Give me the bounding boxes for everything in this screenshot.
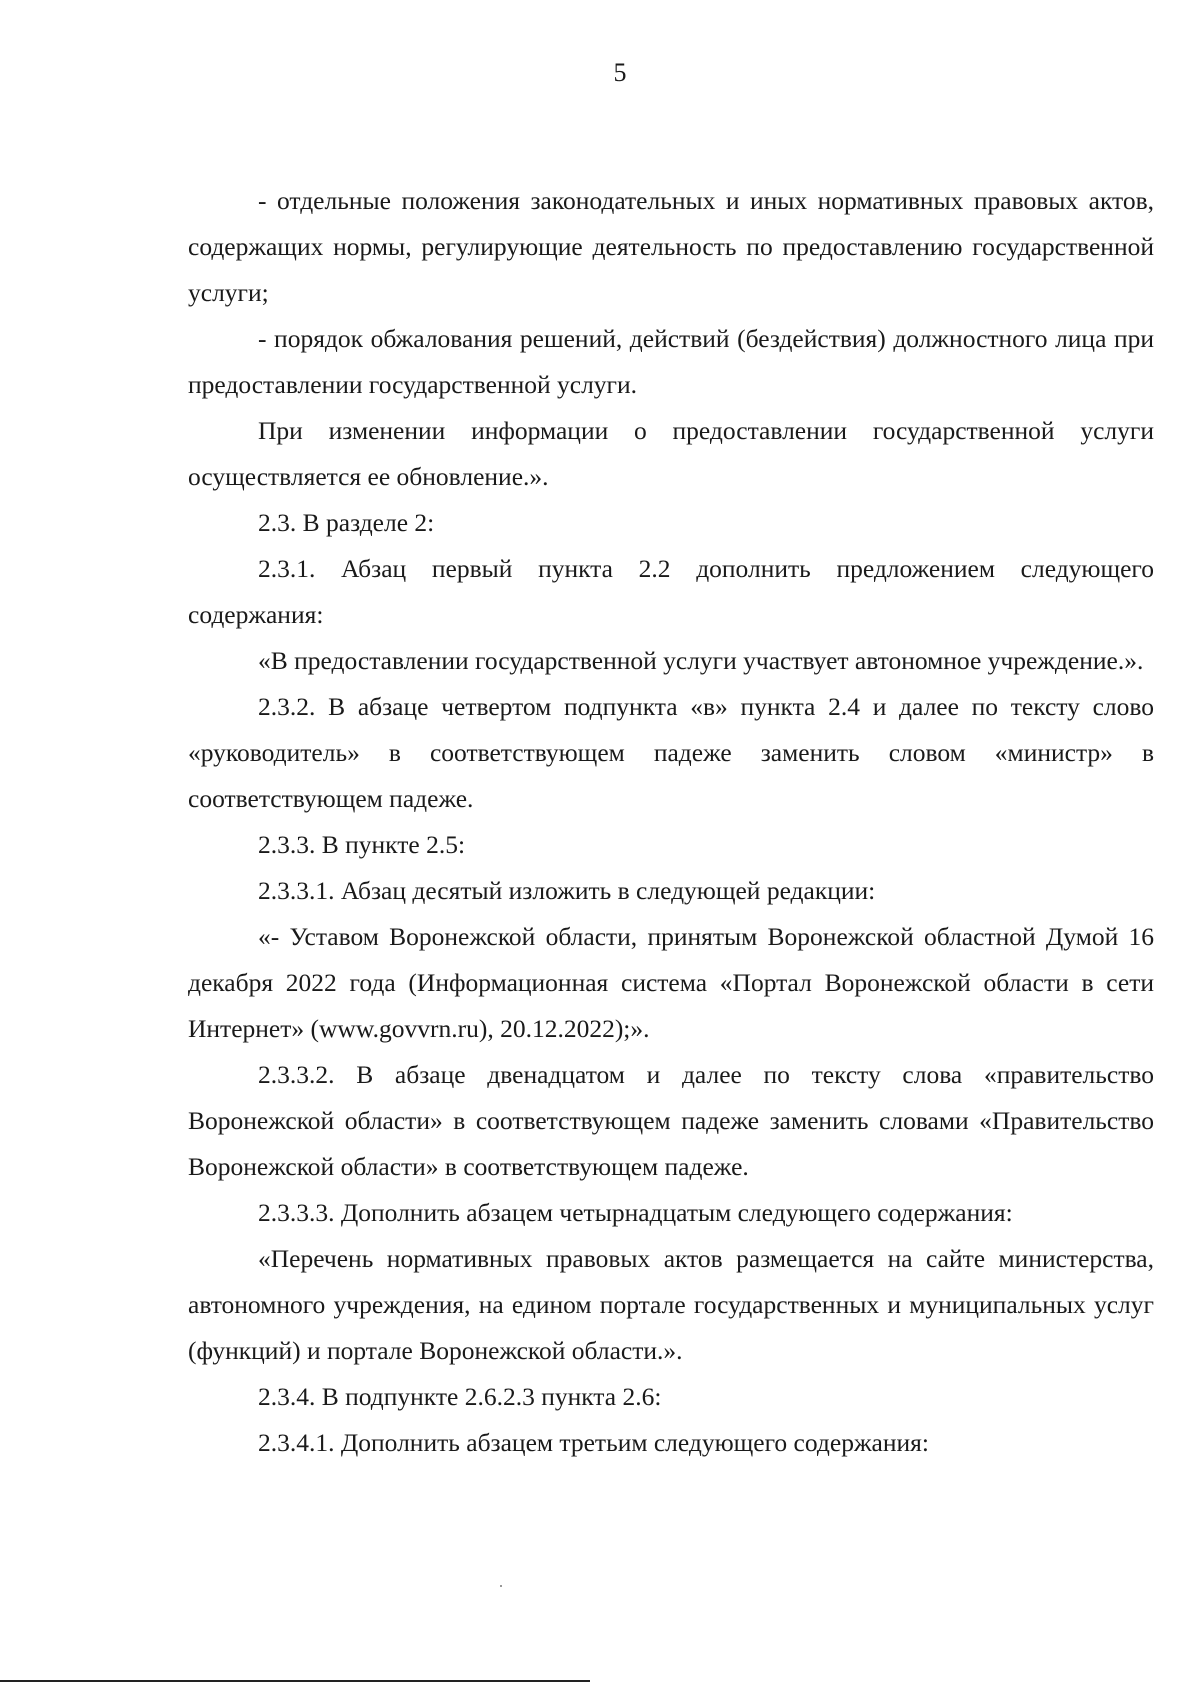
paragraph: При изменении информации о предоставлении государственной услуги осуществляется ее обновление.». [188,416,1154,491]
paragraph: 2.3.3.3. Дополнить абзацем четырнадцатым следующего содержания: [258,1198,1013,1227]
paragraph: «В предоставлении государственной услуги участвует автономное учреждение.». [258,646,1144,675]
paragraph: 2.3.3.2. В абзаце двенадцатом и далее по тексту слова «правительство Воронежской области» в соответствующем падеже заменить словами «Правительство Воронежской области» в соответствующем падеже. [188,1060,1154,1181]
paragraph: - порядок обжалования решений, действий (бездействия) должностного лица при предоставлении государственной услуги. [188,324,1154,399]
paragraph: «Перечень нормативных правовых актов размещается на сайте министерства, автономного учреждения, на едином портале государственных и муниципальных услуг (функций) и портале Воронежской области.». [188,1244,1154,1365]
scan-artifact [500,1585,502,1587]
page-number: 5 [613,58,627,87]
document-body [188,178,1154,1466]
paragraph: 2.3.3.1. Абзац десятый изложить в следующей редакции: [258,876,876,905]
paragraph: 2.3.2. В абзаце четвертом подпункта «в» пункта 2.4 и далее по тексту слово «руководитель» в соответствующем падеже заменить словом «министр» в соответствующем падеже. [188,692,1154,813]
paragraph: 2.3.4.1. Дополнить абзацем третьим следующего содержания: [258,1428,929,1457]
paragraph: 2.3.1. Абзац первый пункта 2.2 дополнить предложением следующего содержания: [188,554,1154,629]
paragraph: 2.3. В разделе 2: [258,508,435,537]
paragraph: 2.3.3. В пункте 2.5: [258,830,466,859]
paragraph: 2.3.4. В подпункте 2.6.2.3 пункта 2.6: [258,1382,662,1411]
paragraph: «- Уставом Воронежской области, принятым Воронежской областной Думой 16 декабря 2022 года (Информационная система «Портал Воронежской области в сети Интернет» (www.govvrn.ru), 20.12.2022);». [188,922,1154,1043]
scan-edge-line [0,1680,590,1682]
paragraph: - отдельные положения законодательных и иных нормативных правовых актов, содержащих нормы, регулирующие деятельность по предоставлению государственной услуги; [188,186,1154,307]
